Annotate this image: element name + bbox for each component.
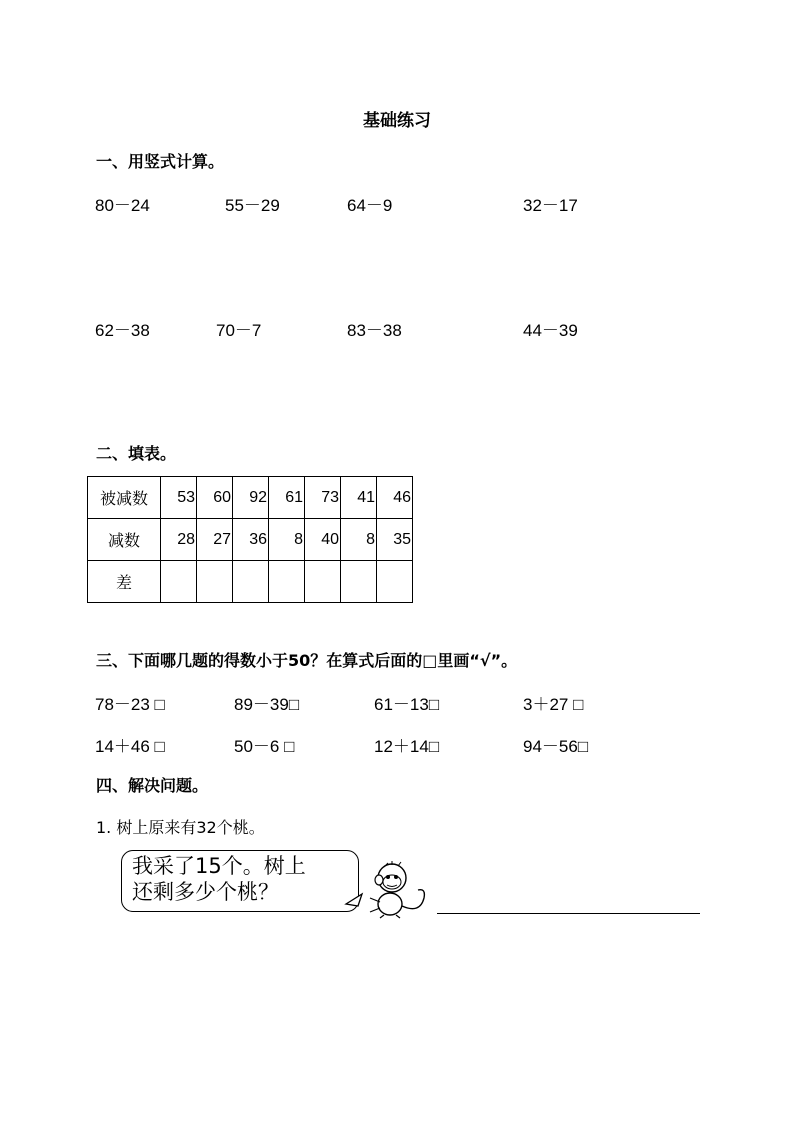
bubble-tail: [346, 894, 362, 906]
monkey-tail: [402, 890, 424, 909]
expression: 94－56□: [523, 737, 589, 756]
section-3-heading: 三、下面哪几题的得数小于50？在算式后面的□里画“√”。: [96, 651, 518, 670]
table-cell: 35: [377, 519, 413, 561]
expression: 32－17: [523, 196, 578, 215]
monkey-body: [378, 893, 402, 915]
answer-line[interactable]: [437, 913, 700, 914]
table-cell: 73: [305, 477, 341, 519]
table-cell: 53: [161, 477, 197, 519]
expression: 80－24: [95, 196, 150, 215]
table-cell: 60: [197, 477, 233, 519]
answer-cell[interactable]: [197, 561, 233, 603]
bubble-line: 我采了15个。树上: [132, 854, 306, 878]
expression: 44－39: [523, 321, 578, 340]
expression: 61－13□: [374, 695, 440, 714]
table-cell: 28: [161, 519, 197, 561]
table-row-difference: [88, 561, 413, 603]
bubble-line: 还剩多少个桃？: [132, 880, 279, 904]
expression: 83－38: [347, 321, 402, 340]
answer-cell[interactable]: [341, 561, 377, 603]
table-cell: 46: [377, 477, 413, 519]
expression: 89－39□: [234, 695, 300, 714]
expression: 3＋27 □: [523, 695, 584, 714]
answer-cell[interactable]: [233, 561, 269, 603]
answer-cell[interactable]: [305, 561, 341, 603]
table-cell: 27: [197, 519, 233, 561]
table-row-subtrahend: [88, 519, 413, 561]
expression: 78－23 □: [95, 695, 165, 714]
section-1-heading: 一、用竖式计算。: [96, 152, 225, 171]
row-label: 被减数: [88, 477, 161, 519]
table-cell: 92: [233, 477, 269, 519]
subtraction-table: [87, 476, 413, 603]
table-cell: 41: [341, 477, 377, 519]
table-cell: 8: [341, 519, 377, 561]
table-cell: 40: [305, 519, 341, 561]
table-cell: 36: [233, 519, 269, 561]
row-label: 差: [88, 561, 161, 603]
expression: 55－29: [225, 196, 280, 215]
expression: 14＋46 □: [95, 737, 165, 756]
expression: 50－6 □: [234, 737, 295, 756]
problem-text: 1. 树上原来有32个桃。: [96, 818, 265, 837]
expression: 62－38: [95, 321, 150, 340]
answer-cell[interactable]: [269, 561, 305, 603]
section-4-heading: 四、解决问题。: [96, 776, 209, 795]
page-title: 基础练习: [363, 111, 431, 131]
monkey-illustration: [340, 858, 432, 920]
answer-cell[interactable]: [377, 561, 413, 603]
table-cell: 61: [269, 477, 305, 519]
table-cell: 8: [269, 519, 305, 561]
speech-bubble-text: [132, 853, 306, 905]
speech-bubble: [121, 850, 359, 912]
section-2-heading: 二、填表。: [96, 444, 177, 463]
table-row-minuend: [88, 477, 413, 519]
answer-cell[interactable]: [161, 561, 197, 603]
expression: 12＋14□: [374, 737, 440, 756]
expression: 70－7: [216, 321, 262, 340]
expression: 64－9: [347, 196, 393, 215]
row-label: 减数: [88, 519, 161, 561]
